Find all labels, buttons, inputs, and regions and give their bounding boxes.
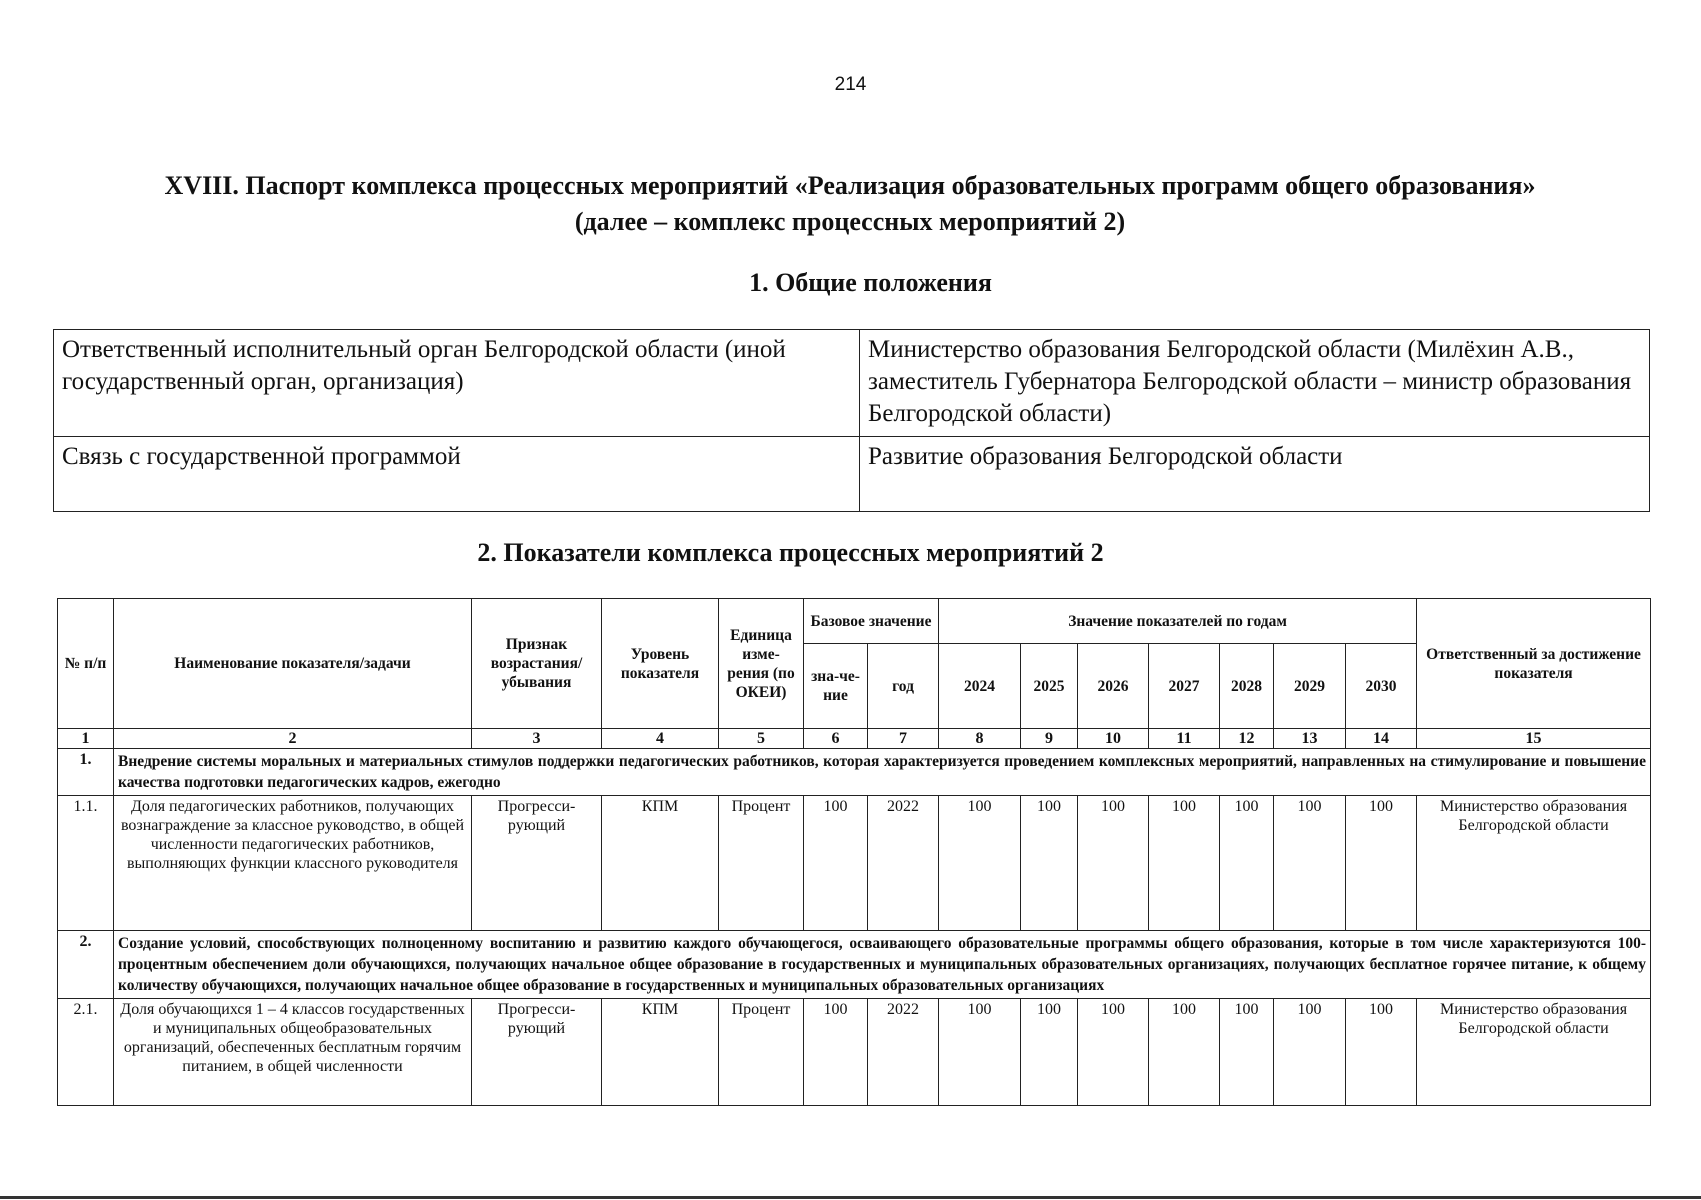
general-row-label: Связь с государственной программой <box>54 437 860 512</box>
indicator-responsible: Министерство образования Белгородской области <box>1417 796 1651 931</box>
indicator-number: 1.1. <box>58 796 114 931</box>
column-number: 4 <box>602 729 719 749</box>
header-row-1 <box>58 599 1651 644</box>
header-year: 2030 <box>1346 644 1417 729</box>
document-title-line2: (далее – комплекс процессных мероприятий 2) <box>574 207 1126 236</box>
general-row-program <box>54 437 1650 512</box>
section1-title: 1. Общие положения <box>749 268 992 297</box>
column-number: 8 <box>939 729 1021 749</box>
indicator-year-value: 100 <box>1078 999 1149 1106</box>
indicator-year-value: 100 <box>1220 796 1274 931</box>
indicator-base-year: 2022 <box>868 999 939 1106</box>
general-row-value: Министерство образования Белгородской области (Милёхин А.В., заместитель Губернатора Белгородской области – министр образования Белгородской области) <box>860 330 1650 437</box>
header-year: 2026 <box>1078 644 1149 729</box>
indicator-unit: Процент <box>719 796 804 931</box>
indicator-year-value: 100 <box>1220 999 1274 1106</box>
indicator-base-year: 2022 <box>868 796 939 931</box>
page-bottom-edge <box>0 1196 1701 1199</box>
indicator-row <box>58 999 1651 1106</box>
indicator-sign: Прогресси-рующий <box>472 999 602 1106</box>
task-row <box>58 931 1651 999</box>
header-base: Базовое значение <box>804 599 939 644</box>
column-number: 13 <box>1274 729 1346 749</box>
indicator-name: Доля обучающихся 1 – 4 классов государственных и муниципальных общеобразовательных организаций, обеспеченных бесплатным горячим питанием, в общей численности <box>114 999 472 1106</box>
task-text: Создание условий, способствующих полноценному воспитанию и развитию каждого обучающегося, осваивающего образовательные программы общего образования, которые в том числе характеризуются 100-процентным обеспечением доли обучающихся, получающих начальное общее образование в государственных и муниципальных образовательных организациях, получающих бесплатное горячее питание, к общему количеству обучающихся, получающих начальное общее образование в государственных и муниципальных образовательных организациях <box>114 931 1651 999</box>
header-responsible: Ответственный за достижение показателя <box>1417 599 1651 729</box>
header-year: 2027 <box>1149 644 1220 729</box>
general-provisions-table <box>53 329 1650 512</box>
header-sign: Признак возрастания/ убывания <box>472 599 602 729</box>
document-title-line1: XVIII. Паспорт комплекса процессных мероприятий «Реализация образовательных программ общего образования» <box>164 171 1536 200</box>
indicator-year-value: 100 <box>1149 796 1220 931</box>
indicator-row <box>58 796 1651 931</box>
indicator-year-value: 100 <box>939 796 1021 931</box>
general-row-value: Развитие образования Белгородской области <box>860 437 1650 512</box>
document-title <box>60 168 1640 240</box>
indicator-year-value: 100 <box>1346 796 1417 931</box>
column-number: 15 <box>1417 729 1651 749</box>
indicator-base-value: 100 <box>804 796 868 931</box>
header-year: 2024 <box>939 644 1021 729</box>
column-number: 5 <box>719 729 804 749</box>
task-number: 1. <box>58 749 114 796</box>
column-number: 14 <box>1346 729 1417 749</box>
indicator-number: 2.1. <box>58 999 114 1106</box>
header-years-group: Значение показателей по годам <box>939 599 1417 644</box>
page-number: 214 <box>834 74 867 95</box>
column-number: 1 <box>58 729 114 749</box>
header-level: Уровень показателя <box>602 599 719 729</box>
indicator-year-value: 100 <box>1021 999 1078 1106</box>
indicator-year-value: 100 <box>1274 999 1346 1106</box>
general-row-label: Ответственный исполнительный орган Белгородской области (иной государственный орган, организация) <box>54 330 860 437</box>
header-base-value: зна-че-ние <box>804 644 868 729</box>
indicator-year-value: 100 <box>939 999 1021 1106</box>
indicator-responsible: Министерство образования Белгородской области <box>1417 999 1651 1106</box>
header-year: 2029 <box>1274 644 1346 729</box>
column-number: 6 <box>804 729 868 749</box>
column-number: 9 <box>1021 729 1078 749</box>
indicator-year-value: 100 <box>1021 796 1078 931</box>
column-number: 3 <box>472 729 602 749</box>
task-row <box>58 749 1651 796</box>
indicators-table <box>57 598 1651 1106</box>
indicator-level: КПМ <box>602 999 719 1106</box>
header-num: № п/п <box>58 599 114 729</box>
general-row-responsible <box>54 330 1650 437</box>
header-unit: Единица изме-рения (по ОКЕИ) <box>719 599 804 729</box>
task-text: Внедрение системы моральных и материальных стимулов поддержки педагогических работников, которая характеризуется проведением комплексных мероприятий, направленных на стимулирование и повышение качества подготовки педагогических кадров, ежегодно <box>114 749 1651 796</box>
indicator-year-value: 100 <box>1274 796 1346 931</box>
indicator-base-value: 100 <box>804 999 868 1106</box>
indicator-level: КПМ <box>602 796 719 931</box>
header-year: 2028 <box>1220 644 1274 729</box>
header-name: Наименование показателя/задачи <box>114 599 472 729</box>
indicator-year-value: 100 <box>1346 999 1417 1106</box>
column-number: 12 <box>1220 729 1274 749</box>
column-number: 11 <box>1149 729 1220 749</box>
column-number: 2 <box>114 729 472 749</box>
indicator-name: Доля педагогических работников, получающих вознаграждение за классное руководство, в общей численности педагогических работников, выполняющих функции классного руководителя <box>114 796 472 931</box>
indicator-year-value: 100 <box>1149 999 1220 1106</box>
header-year: 2025 <box>1021 644 1078 729</box>
header-base-year: год <box>868 644 939 729</box>
indicator-sign: Прогресси-рующий <box>472 796 602 931</box>
indicator-year-value: 100 <box>1078 796 1149 931</box>
indicator-unit: Процент <box>719 999 804 1106</box>
column-numbers-row <box>58 729 1651 749</box>
column-number: 10 <box>1078 729 1149 749</box>
section2-title: 2. Показатели комплекса процессных мероприятий 2 <box>477 538 1104 567</box>
column-number: 7 <box>868 729 939 749</box>
task-number: 2. <box>58 931 114 999</box>
